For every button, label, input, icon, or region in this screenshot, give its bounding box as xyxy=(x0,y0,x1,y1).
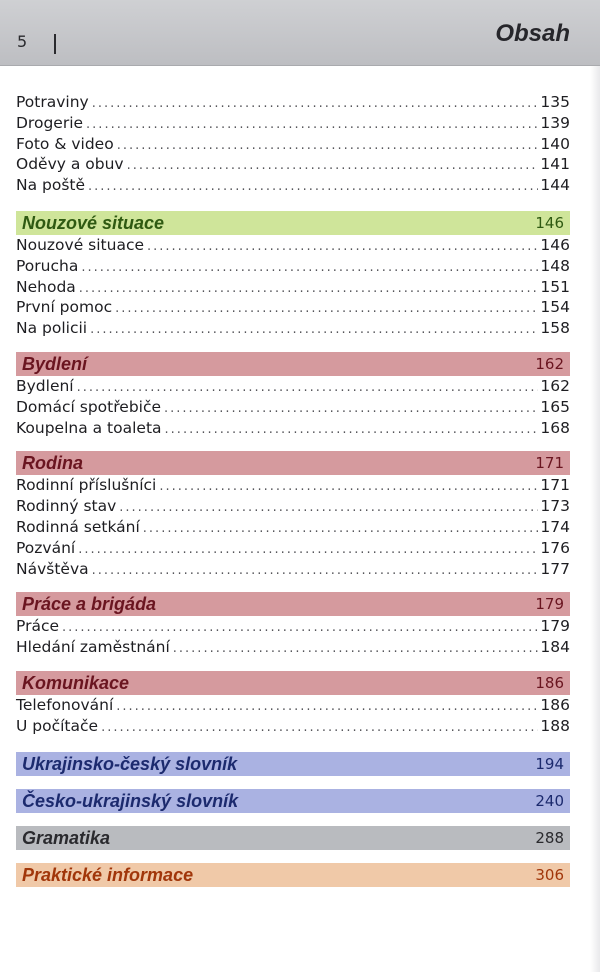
toc-entry[interactable] xyxy=(16,616,570,637)
page-title: Obsah xyxy=(495,20,570,47)
table-of-contents xyxy=(16,92,570,887)
toc-entry[interactable] xyxy=(16,376,570,397)
toc-entry[interactable] xyxy=(16,475,570,496)
toc-entry[interactable] xyxy=(16,716,570,737)
toc-entry[interactable] xyxy=(16,418,570,439)
leader-dots xyxy=(127,156,539,177)
leader-dots xyxy=(81,258,538,279)
entry-label: Rodinní příslušníci xyxy=(16,476,157,495)
toc-entry[interactable] xyxy=(16,92,570,113)
section-header-komunikace[interactable] xyxy=(16,671,570,695)
section-header-cesko-ukrajinsky-slovnik[interactable] xyxy=(16,789,570,813)
entry-label: Foto & video xyxy=(16,134,114,153)
toc-entry[interactable] xyxy=(16,256,570,277)
entry-label: Koupelna a toaleta xyxy=(16,418,162,437)
leader-dots xyxy=(92,561,539,582)
section-header-ukrajinsko-cesky-slovnik[interactable] xyxy=(16,752,570,776)
entry-label: Porucha xyxy=(16,256,79,275)
section-title: Bydlení xyxy=(22,353,88,374)
entry-page: 176 xyxy=(540,538,570,557)
entry-label: Na policii xyxy=(16,319,88,338)
entry-label: Rodinná setkání xyxy=(16,517,140,536)
entry-label: Bydlení xyxy=(16,376,74,395)
leader-dots xyxy=(147,237,538,258)
entry-label: Práce xyxy=(16,617,60,636)
toc-entry[interactable] xyxy=(16,695,570,716)
leader-dots xyxy=(119,498,538,519)
toc-entry[interactable] xyxy=(16,517,570,538)
toc-entry[interactable] xyxy=(16,496,570,517)
page-edge-shadow xyxy=(590,66,600,972)
section-page: 171 xyxy=(535,454,564,473)
entry-page: 174 xyxy=(540,517,570,536)
entry-label: Drogerie xyxy=(16,113,84,132)
section-page: 179 xyxy=(535,595,564,614)
entry-label: První pomoc xyxy=(16,298,113,317)
section-title: Praktické informace xyxy=(22,864,194,885)
section-header-rodina[interactable] xyxy=(16,451,570,475)
toc-entry[interactable] xyxy=(16,318,570,339)
leader-dots xyxy=(164,399,538,420)
entry-page: 179 xyxy=(540,617,570,636)
section-page: 288 xyxy=(535,828,564,847)
entry-page: 135 xyxy=(540,93,570,111)
leader-dots xyxy=(101,718,538,739)
entry-label: Pozvání xyxy=(16,538,76,557)
leader-dots xyxy=(143,519,539,540)
section-title: Gramatika xyxy=(22,827,111,848)
leader-dots xyxy=(173,639,539,660)
entry-page: 144 xyxy=(540,176,570,195)
section-title: Práce a brigáda xyxy=(22,594,157,615)
entry-page: 171 xyxy=(540,476,570,495)
section-header-prakticke-informace[interactable] xyxy=(16,863,570,887)
leader-dots xyxy=(90,320,538,341)
entry-label: Na poště xyxy=(16,176,86,195)
toc-entry[interactable] xyxy=(16,113,570,134)
entry-page: 139 xyxy=(540,113,570,132)
section-title: Nouzové situace xyxy=(22,212,165,233)
section-page: 162 xyxy=(535,354,564,373)
entry-page: 151 xyxy=(540,277,570,296)
toc-entry[interactable] xyxy=(16,637,570,658)
section-page: 146 xyxy=(535,213,564,232)
entry-label: Hledání zaměstnání xyxy=(16,638,170,657)
entry-page: 154 xyxy=(540,298,570,317)
section-title: Rodina xyxy=(22,453,83,474)
leader-dots xyxy=(159,477,538,498)
entry-label: Oděvy a obuv xyxy=(16,155,124,174)
leader-dots xyxy=(117,136,539,157)
section-page: 194 xyxy=(535,754,564,773)
leader-dots xyxy=(165,420,539,441)
section-page: 306 xyxy=(535,865,564,884)
toc-entry[interactable] xyxy=(16,235,570,256)
intro-entries xyxy=(16,92,570,196)
section-title: Komunikace xyxy=(22,672,130,693)
page-header xyxy=(0,0,600,66)
entry-page: 165 xyxy=(540,397,570,416)
header-divider xyxy=(54,34,56,54)
section-page: 240 xyxy=(535,791,564,810)
section-header-nouzove-situace[interactable] xyxy=(16,211,570,235)
leader-dots xyxy=(78,540,538,561)
entry-page: 184 xyxy=(540,638,570,657)
entry-page: 162 xyxy=(540,376,570,395)
toc-entry[interactable] xyxy=(16,297,570,318)
toc-entry[interactable] xyxy=(16,154,570,175)
leader-dots xyxy=(92,94,539,115)
section-title: Ukrajinsko-český slovník xyxy=(22,753,238,774)
entry-page: 146 xyxy=(540,235,570,254)
page-number: 5 xyxy=(17,32,28,51)
leader-dots xyxy=(115,299,538,320)
entry-page: 177 xyxy=(540,559,570,578)
toc-entry[interactable] xyxy=(16,397,570,418)
entry-label: Potraviny xyxy=(16,93,89,111)
leader-dots xyxy=(79,279,539,300)
toc-entry[interactable] xyxy=(16,538,570,559)
entry-label: Rodinný stav xyxy=(16,497,117,516)
toc-entry[interactable] xyxy=(16,277,570,298)
entry-page: 168 xyxy=(540,418,570,437)
leader-dots xyxy=(116,697,538,718)
leader-dots xyxy=(88,177,538,198)
entry-label: Domácí spotřebiče xyxy=(16,397,162,416)
entry-page: 173 xyxy=(540,497,570,516)
leader-dots xyxy=(62,618,538,639)
toc-entry[interactable] xyxy=(16,134,570,155)
section-header-prace-a-brigada[interactable] xyxy=(16,592,570,616)
section-header-gramatika[interactable] xyxy=(16,826,570,850)
section-header-bydleni[interactable] xyxy=(16,352,570,376)
toc-entry[interactable] xyxy=(16,559,570,580)
leader-dots xyxy=(86,115,538,136)
entry-page: 140 xyxy=(540,134,570,153)
entry-page: 148 xyxy=(540,256,570,275)
entry-label: Nouzové situace xyxy=(16,235,144,254)
entry-page: 158 xyxy=(540,319,570,338)
entry-page: 141 xyxy=(540,155,570,174)
leader-dots xyxy=(77,378,539,399)
entry-label: Návštěva xyxy=(16,559,89,578)
entry-label: Telefonování xyxy=(16,695,114,714)
toc-entry[interactable] xyxy=(16,175,570,196)
entry-label: Nehoda xyxy=(16,277,76,296)
entry-page: 188 xyxy=(540,716,570,735)
entry-page: 186 xyxy=(540,695,570,714)
section-page: 186 xyxy=(535,673,564,692)
entry-label: U počítače xyxy=(16,716,99,735)
section-title: Česko-ukrajinský slovník xyxy=(22,790,239,811)
